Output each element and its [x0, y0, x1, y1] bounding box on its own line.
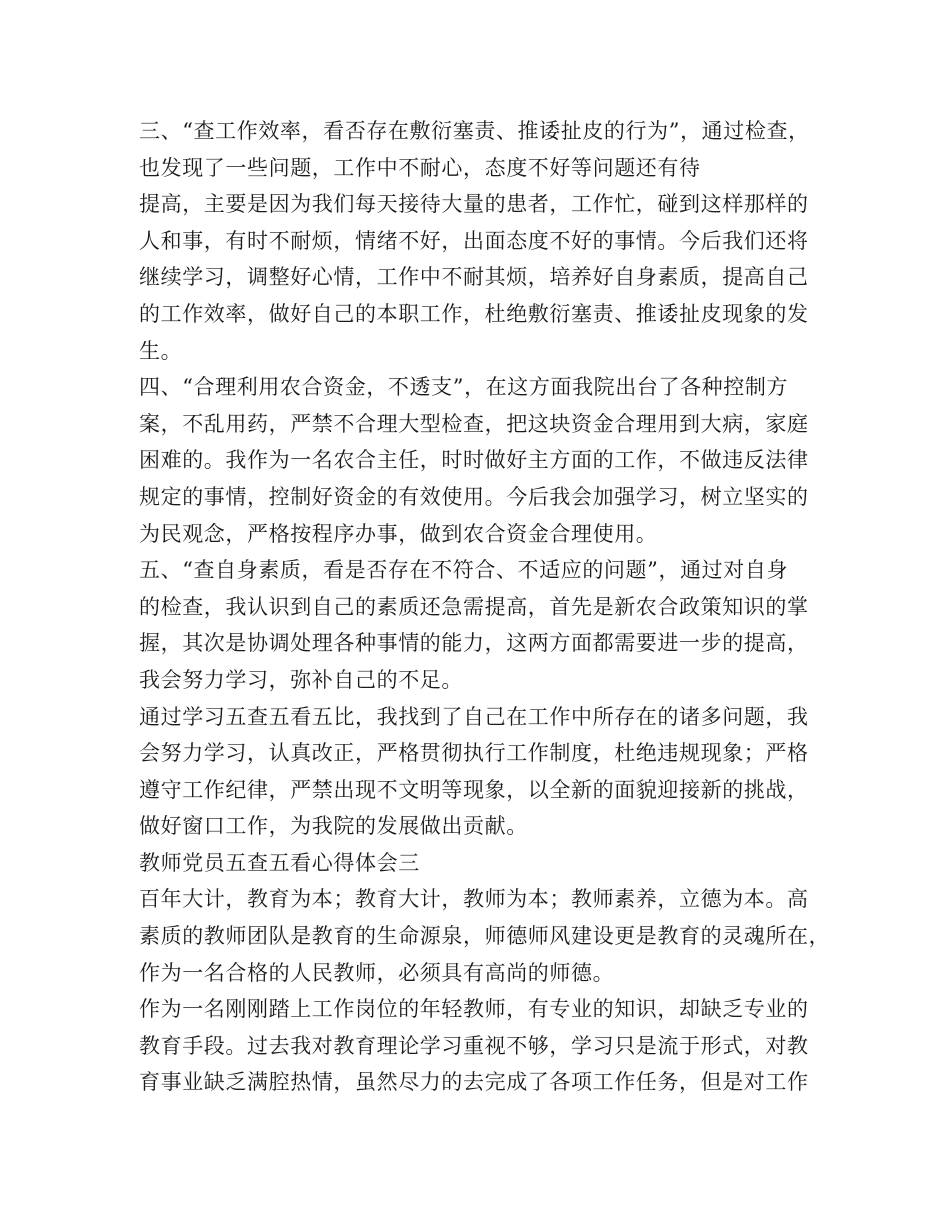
text-line: 也发现了一些问题，工作中不耐心，态度不好等问题还有待	[139, 155, 701, 180]
text-line: 人和事，有时不耐烦，情绪不好，出面态度不好的事情。今后我们还将	[139, 228, 809, 253]
text-line: 我会努力学习，弥补自己的不足。	[139, 667, 463, 692]
text-line: 案，不乱用药，严禁不合理大型检查，把这块资金合理用到大病，家庭	[139, 411, 809, 436]
text-line: 握，其次是协调处理各种事情的能力，这两方面都需要进一步的提高，	[139, 631, 809, 656]
text-line: 的工作效率，做好自己的本职工作，杜绝敷衍塞责、推诿扯皮现象的发	[139, 301, 809, 326]
text-line: 通过学习五查五看五比，我找到了自己在工作中所存在的诸多问题，我	[139, 704, 809, 729]
text-line: 作为一名合格的人民教师，必须具有高尚的师德。	[139, 960, 615, 985]
text-line: 规定的事情，控制好资金的有效使用。今后我会加强学习，树立坚实的	[139, 484, 809, 509]
text-line: 为民观念，严格按程序办事，做到农合资金合理使用。	[139, 521, 658, 546]
text-line: 困难的。我作为一名农合主任，时时做好主方面的工作，不做违反法律	[139, 448, 809, 473]
text-line: 育事业缺乏满腔热情，虽然尽力的去完成了各项工作任务，但是对工作	[139, 1070, 809, 1095]
text-line: 四、“合理利用农合资金，不透支”，在这方面我院出台了各种控制方	[139, 375, 789, 400]
text-line: 百年大计，教育为本；教育大计，教师为本；教师素养，立德为本。高	[139, 887, 809, 912]
text-line: 做好窗口工作，为我院的发展做出贡献。	[139, 814, 528, 839]
text-line: 三、“查工作效率，看否存在敷衍塞责、推诿扯皮的行为”，通过检查，	[139, 119, 810, 143]
text-line: 提高，主要是因为我们每天接待大量的患者，工作忙，碰到这样那样的	[139, 192, 809, 217]
text-line: 五、“查自身素质，看是否存在不符合、不适应的问题”，通过对自身	[139, 558, 789, 583]
text-line: 教育手段。过去我对教育理论学习重视不够，学习只是流于形式，对教	[139, 1033, 809, 1058]
section-heading: 教师党员五查五看心得体会三	[139, 850, 420, 875]
text-line: 生。	[139, 338, 183, 363]
text-line: 的检查，我认识到自己的素质还急需提高，首先是新农合政策知识的掌	[139, 594, 809, 619]
text-line: 遵守工作纪律，严禁出现不文明等现象，以全新的面貌迎接新的挑战，	[139, 777, 809, 802]
text-line: 继续学习，调整好心情，工作中不耐其烦，培养好自身素质，提高自己	[139, 265, 809, 290]
text-line: 素质的教师团队是教育的生命源泉，师德师风建设更是教育的灵魂所在，	[139, 924, 831, 949]
text-line: 作为一名刚刚踏上工作岗位的年轻教师，有专业的知识，却缺乏专业的	[139, 997, 809, 1022]
document-body	[139, 113, 829, 1101]
text-line: 会努力学习，认真改正，严格贯彻执行工作制度，杜绝违规现象；严格	[139, 741, 809, 766]
